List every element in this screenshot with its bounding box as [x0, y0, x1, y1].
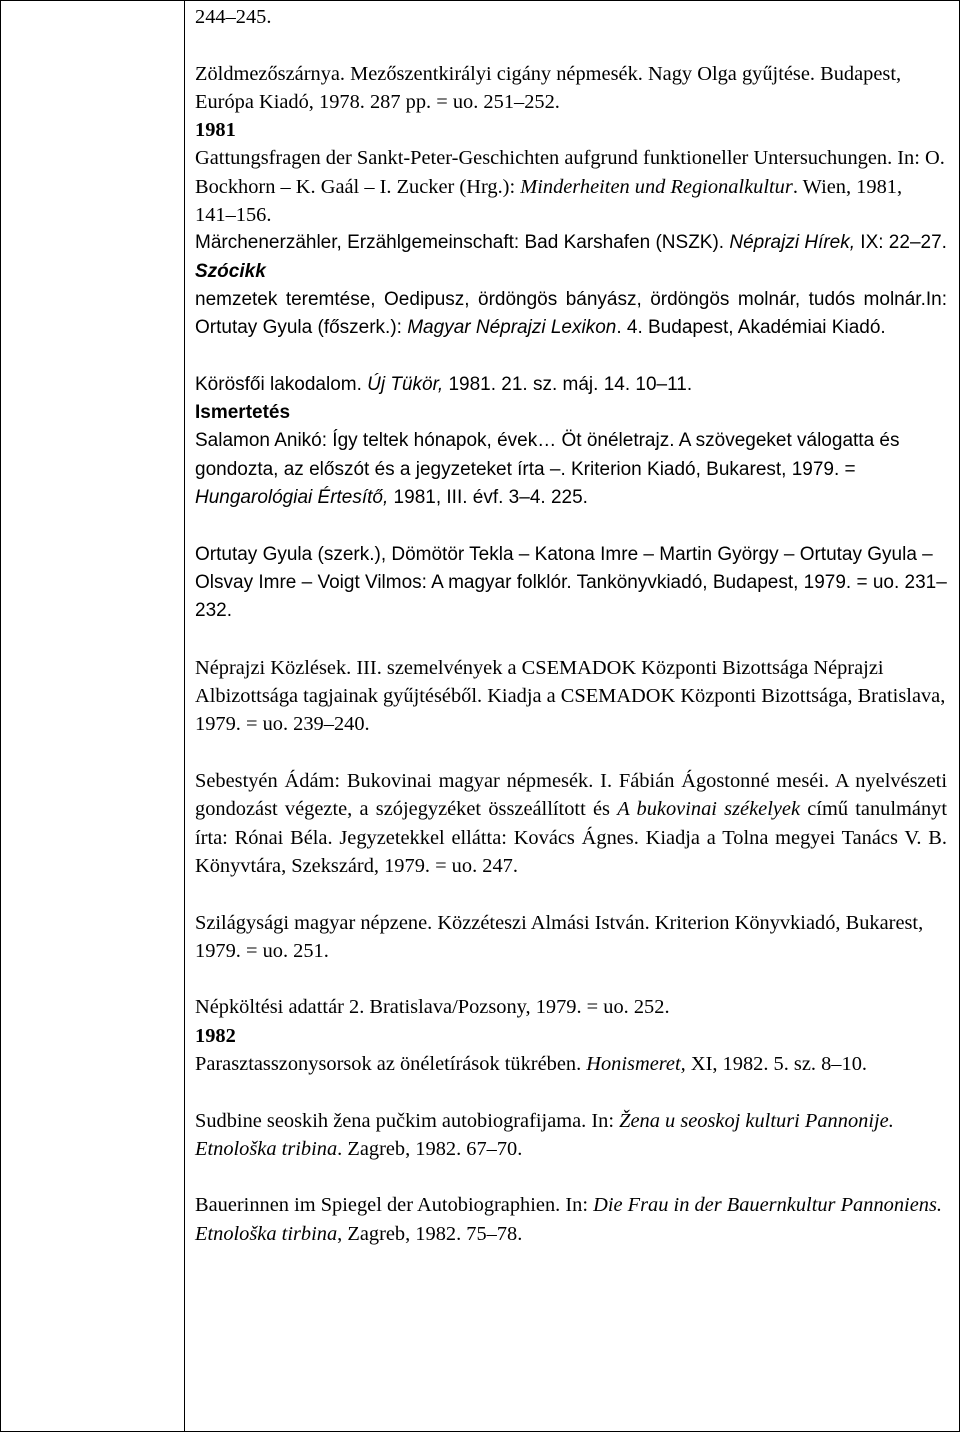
section-label-szocikk: Szócikk	[195, 260, 266, 282]
entry-sebestyen-adam: Sebestyén Ádám: Bukovinai magyar népmesék. I. Fábián Ágostonné meséi. A nyelvészeti gondozást végezte, a szójegyzéket összeállított és A bukovinai székelyek című tanulmányt írta: Rónai Béla. Jegyzetekkel ellátta: Kovács Ágnes. Kiadja a Tolna megyei Tanács V. B. Könyvtára, Szekszárd, 1979. = uo. 247.	[195, 770, 947, 877]
entry-lexikon: nemzetek teremtése, Oedipusz, ördöngös bányász, ördöngös molnár, tudós molnár.In: Ortutay Gyula (főszerk.): Magyar Néprajzi Lexikon. 4. Budapest, Akadémiai Kiadó.	[195, 288, 947, 339]
entry-ortutay-folklor: Ortutay Gyula (szerk.), Dömötör Tekla – Katona Imre – Martin György – Ortutay Gyula – Olsvay Imre – Voigt Vilmos: A magyar folklór. Tankönyvkiadó, Budapest, 1979. = uo. 231–232.	[195, 543, 947, 622]
entry-neprajzi-kozlesek: Néprajzi Közlések. III. szemelvények a CSEMADOK Központi Bizottsága Néprajzi Albizottsága tagjainak gyűjtéséből. Kiadja a CSEMADOK Központi Bizottsága, Bratislava, 1979. = uo. 239–240.	[195, 656, 946, 736]
bibliography-column	[195, 3, 947, 1248]
entry-gattungsfragen: Gattungsfragen der Sankt-Peter-Geschichten aufgrund funktioneller Untersuchungen. In: O. Bockhorn – K. Gaál – I. Zucker (Hrg.): Minderheiten und Regionalkultur. Wien, 1981, 141–156.	[195, 147, 945, 227]
year-heading-1982: 1982	[195, 1024, 236, 1047]
section-label-ismertetes: Ismertetés	[195, 402, 291, 424]
entry-zoldmezoszarnya: Zöldmezőszárnya. Mezőszentkirályi cigány népmesék. Nagy Olga gyűjtése. Budapest, Európa Kiadó, 1978. 287 pp. = uo. 251–252.	[195, 62, 902, 113]
year-heading-1981: 1981	[195, 119, 236, 142]
entry-salamon-aniko: Salamon Anikó: Így teltek hónapok, évek… Öt önéletrajz. A szövegeket válogatta és gondozta, az előszót és a jegyzeteket írta –. Kriterion Kiadó, Bukarest, 1979. = Hungarológiai Értesítő, 1981, III. évf. 3–4. 225.	[195, 430, 900, 509]
entry-marchenerzahler: Märchenerzähler, Erzählgemeinschaft: Bad Karshafen (NSZK). Néprajzi Hírek, IX: 22–27.	[195, 232, 947, 254]
entry-bauerinnen: Bauerinnen im Spiegel der Autobiographien. In: Die Frau in der Bauernkultur Pannoniens. Etnološka tirbina, Zagreb, 1982. 75–78.	[195, 1194, 942, 1245]
column-divider	[184, 0, 185, 1432]
entry-szilagysagi-nepzene: Szilágysági magyar népzene. Közzéteszi Almási István. Kriterion Könyvkiadó, Bukarest, 1979. = uo. 251.	[195, 911, 924, 962]
entry-page-range: 244–245.	[195, 6, 272, 28]
entry-parasztasszonysorsok: Parasztasszonysorsok az önéletírások tükrében. Honismeret, XI, 1982. 5. sz. 8–10.	[195, 1052, 867, 1075]
entry-korosfoi-lakodalom: Körösfői lakodalom. Új Tükör, 1981. 21. sz. máj. 14. 10–11.	[195, 373, 693, 395]
entry-nepkoltesi-adattar: Népköltési adattár 2. Bratislava/Pozsony, 1979. = uo. 252.	[195, 996, 670, 1019]
entry-sudbine-seoskih-zena: Sudbine seoskih žena pučkim autobiografijama. In: Žena u seoskoj kulturi Pannonije. Etnološka tribina. Zagreb, 1982. 67–70.	[195, 1109, 894, 1160]
